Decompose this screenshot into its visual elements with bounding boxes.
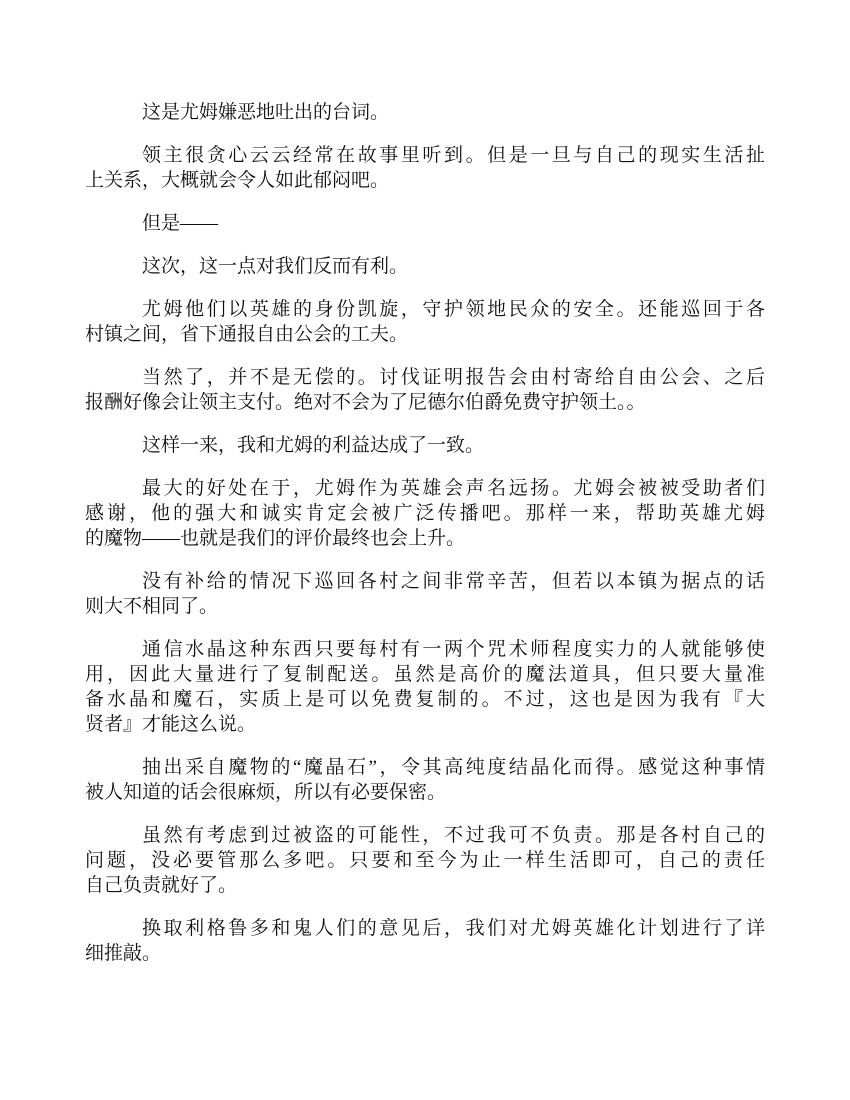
paragraph — [85, 755, 765, 805]
text-line: 感谢，他的强大和诚实肯定会被广泛传播吧。那样一来，帮助英雄尤姆 — [85, 503, 765, 524]
text-line: 用，因此大量进行了复制配送。虽然是高价的魔法道具，但只要大量准 — [85, 664, 765, 685]
paragraph — [85, 254, 765, 279]
text-line: 换取利格鲁多和鬼人们的意见后，我们对尤姆英雄化计划进行了详 — [142, 918, 765, 939]
text-line: 则大不相同了。 — [85, 596, 219, 617]
text-line: 这次，这一点对我们反而有利。 — [142, 256, 409, 277]
paragraph — [85, 297, 765, 347]
text-line: 这样一来，我和尤姆的利益达成了一致。 — [142, 435, 485, 456]
text-line: 虽然有考虑到过被盗的可能性，不过我可不负责。那是各村自己的 — [142, 825, 765, 846]
text-line: 备水晶和魔石，实质上是可以免费复制的。不过，这也是因为我有『大 — [85, 689, 765, 710]
text-line: 最大的好处在于，尤姆作为英雄会声名远扬。尤姆会被被受助者们 — [142, 478, 765, 499]
document-content — [85, 100, 765, 984]
paragraph — [85, 569, 765, 619]
text-line: 这是尤姆嫌恶地吐出的台词。 — [142, 102, 390, 123]
paragraph — [85, 211, 765, 236]
paragraph — [85, 433, 765, 458]
paragraph — [85, 100, 765, 125]
text-line: 贤者』才能这么说。 — [85, 714, 257, 735]
text-line: 领主很贪心云云经常在故事里听到。但是一旦与自己的现实生活扯 — [142, 145, 765, 166]
text-line: 但是—— — [142, 213, 219, 234]
text-line: 报酬好像会让领主支付。绝对不会为了尼德尔伯爵免费守护领土。。 — [85, 392, 646, 413]
text-line: 抽出采自魔物的“魔晶石”，令其高纯度结晶化而得。感觉这种事情 — [142, 757, 765, 778]
text-line: 村镇之间，省下通报自由公会的工夫。 — [85, 324, 409, 345]
text-line: 细推敲。 — [85, 943, 162, 964]
paragraph — [85, 365, 765, 415]
paragraph — [85, 143, 765, 193]
paragraph — [85, 476, 765, 551]
text-line: 问题，没必要管那么多吧。只要和至今为止一样生活即可，自己的责任 — [85, 850, 765, 871]
text-line: 尤姆他们以英雄的身份凯旋，守护领地民众的安全。还能巡回于各 — [142, 299, 765, 320]
text-line: 自己负责就好了。 — [85, 875, 238, 896]
text-line: 当然了，并不是无偿的。讨伐证明报告会由村寄给自由公会、之后 — [142, 367, 765, 388]
paragraph — [85, 916, 765, 966]
text-line: 没有补给的情况下巡回各村之间非常辛苦，但若以本镇为据点的话 — [142, 571, 765, 592]
text-line: 上关系，大概就会令人如此郁闷吧。 — [85, 170, 390, 191]
text-line: 通信水晶这种东西只要每村有一两个咒术师程度实力的人就能够使 — [142, 639, 765, 660]
paragraph — [85, 637, 765, 737]
paragraph — [85, 823, 765, 898]
text-line: 的魔物——也就是我们的评价最终也会上升。 — [85, 528, 466, 549]
text-line: 被人知道的话会很麻烦，所以有必要保密。 — [85, 782, 447, 803]
